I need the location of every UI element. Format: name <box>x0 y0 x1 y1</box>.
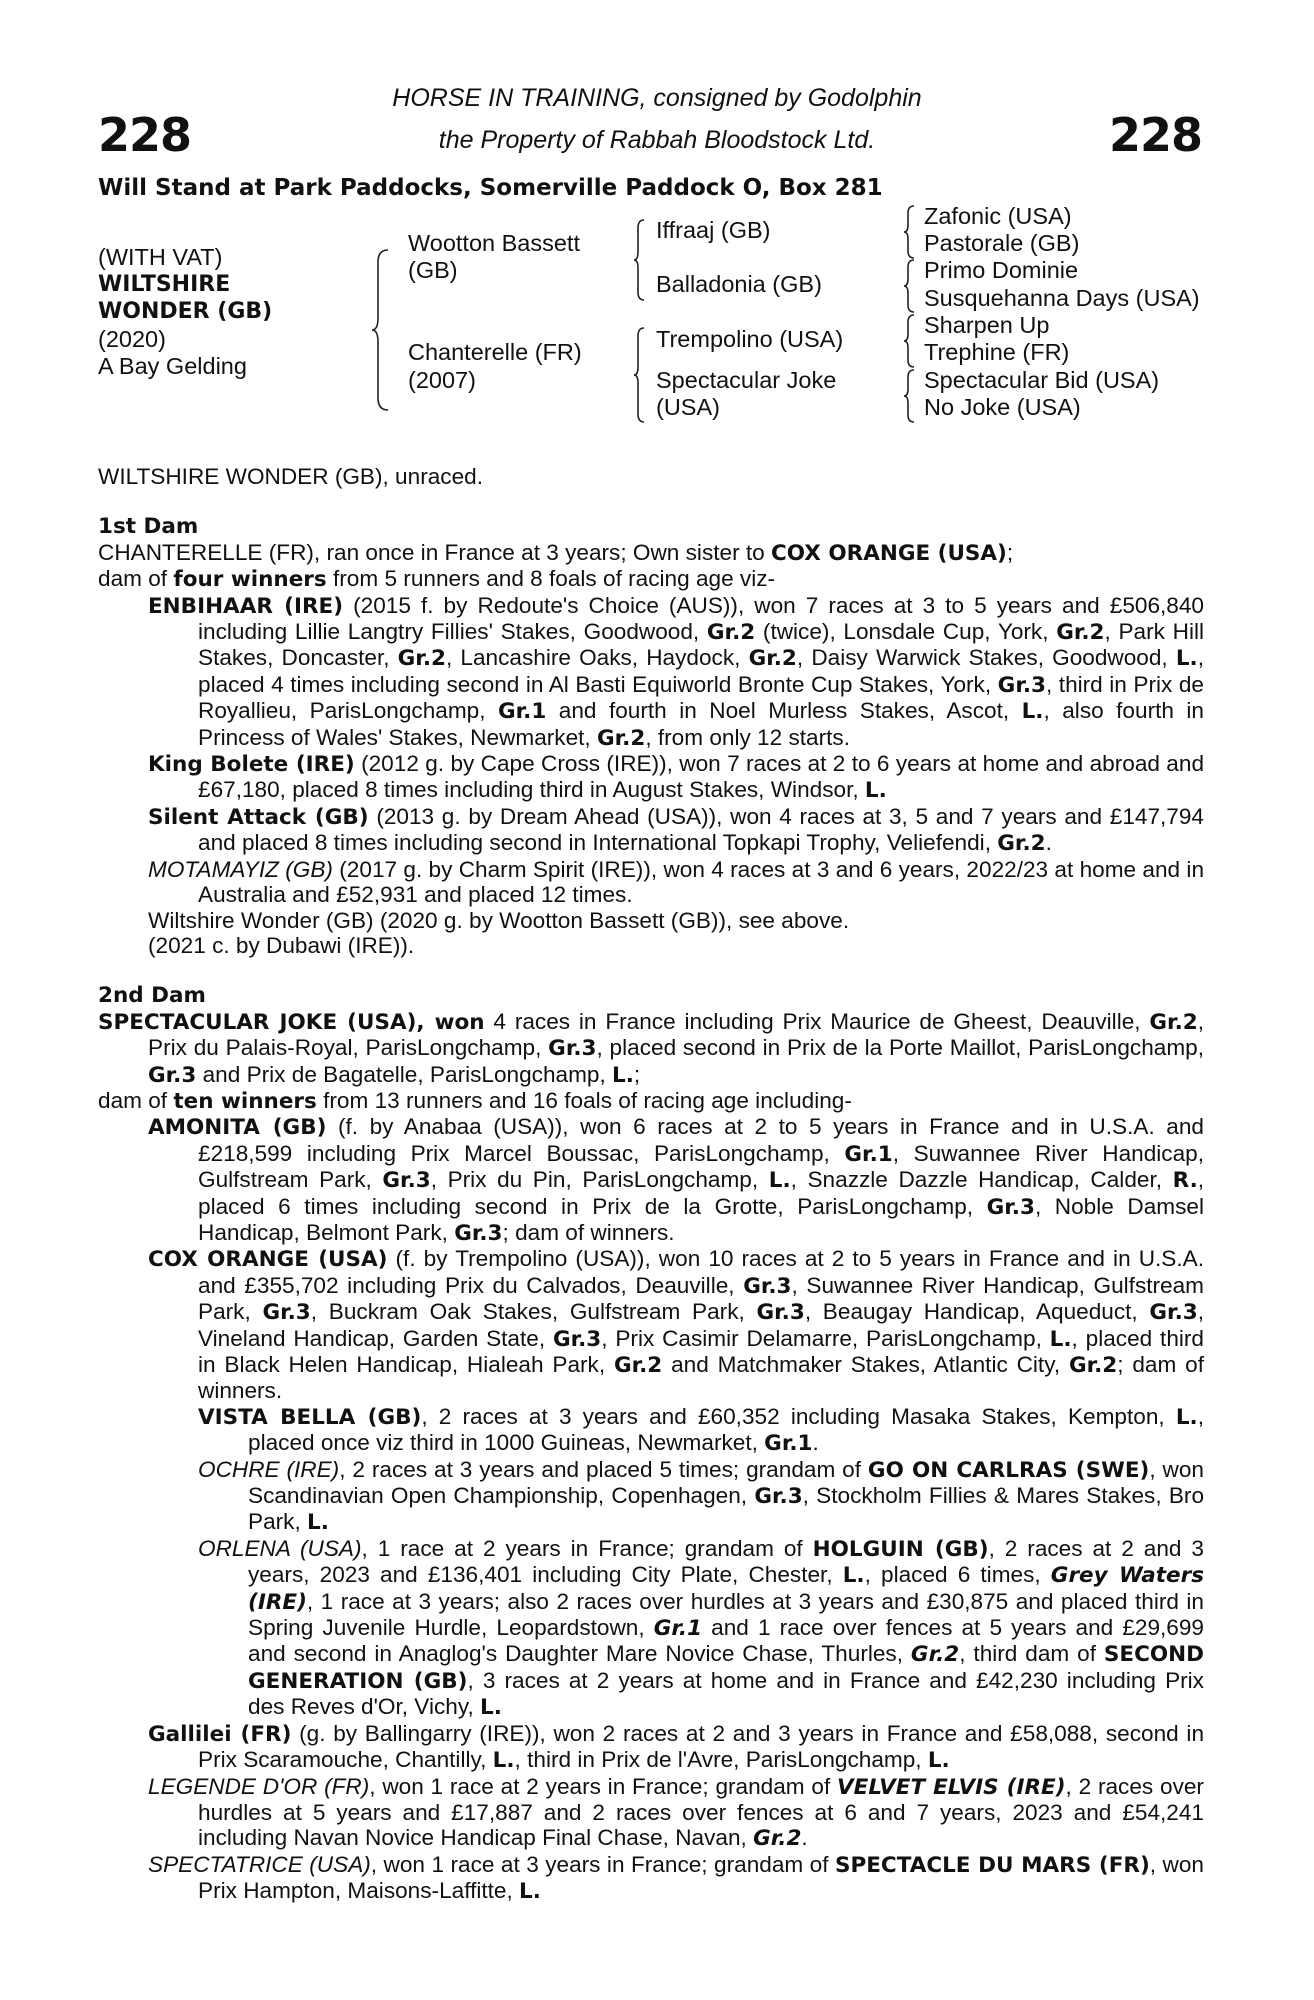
produce-gallilei <box>98 1721 1204 1774</box>
horse-name: Grey Waters (IRE) <box>248 1563 1204 1615</box>
produce-2021-colt: (2021 c. by Dubawi (IRE)). <box>148 932 415 958</box>
text: , Snazzle Dazzle Handicap, Calder, <box>790 1167 1173 1193</box>
grade: L. <box>927 1748 950 1774</box>
text: , Park Hill Stakes, Doncaster, <box>198 619 1204 671</box>
horse-name: ORLENA (USA) <box>198 1535 362 1561</box>
grade: Gr.3 <box>382 1168 431 1194</box>
dam-sire-sire: Sharpen Up <box>924 312 1050 338</box>
grade: L. <box>1049 1326 1072 1352</box>
second-dam-intro <box>98 1009 1204 1088</box>
text: , placed 6 times, <box>864 1562 1051 1588</box>
pedigree-brace-iffraaj <box>902 204 918 260</box>
dam-dam-line2: (USA) <box>656 394 720 420</box>
sire-dam-sire: Primo Dominie <box>924 257 1079 283</box>
grade: Gr.2 <box>1068 1353 1118 1378</box>
text: dam of <box>98 1087 174 1113</box>
grade: L. <box>1175 1404 1198 1430</box>
text: , third in Prix de Royallieu, ParisLongchamp, <box>198 671 1204 724</box>
produce-silent-attack <box>98 804 1204 857</box>
pedigree-brace-trempolino <box>902 313 918 369</box>
second-dam-produce-summary <box>98 1088 1204 1114</box>
grade: L. <box>1175 646 1198 672</box>
text: , 2 races at 2 and 3 years, 2023 and £136,401 including City Plate, Chester, <box>248 1535 1204 1588</box>
dam-line2: (2007) <box>408 367 476 393</box>
grade: L. <box>480 1695 502 1721</box>
first-dam-heading: 1st Dam <box>98 514 199 540</box>
text: , won 1 race at 2 years in France; grandam of <box>369 1773 838 1799</box>
second-dam-heading: 2nd Dam <box>98 983 206 1009</box>
horse-name: COX ORANGE (USA) <box>148 1247 388 1273</box>
grade: Gr.3 <box>262 1300 311 1326</box>
grade: Gr.1 <box>653 1616 703 1642</box>
text: 4 races in France including Prix Maurice de Gheest, Deauville, <box>484 1008 1150 1034</box>
text: , 2 races at 3 years and £60,352 including Masaka Stakes, Kempton, <box>421 1403 1176 1429</box>
pedigree-brace-main <box>370 248 394 412</box>
text: and Prix de Bagatelle, ParisLongchamp, <box>196 1061 613 1087</box>
text: , placed second in Prix de la Porte Maillot, ParisLongchamp, <box>596 1035 1204 1061</box>
text: , Suwannee River Handicap, Gulfstream Park, <box>198 1272 1204 1325</box>
sire-dam-dam: Susquehanna Days (USA) <box>924 285 1200 311</box>
text: (g. by Ballingarry (IRE)), won 2 races at 2 and 3 years in France and £58,088, second in Prix Scaramouche, Chantilly, <box>198 1720 1205 1773</box>
text: ; dam of winners. <box>502 1219 675 1245</box>
grade: L. <box>864 778 887 804</box>
text: , placed 6 times including second in Prix de la Grotte, ParisLongchamp, <box>198 1167 1205 1219</box>
sire-sire-dam: Pastorale (GB) <box>924 230 1080 256</box>
grade: Gr.2 <box>910 1642 960 1668</box>
horse-name: ENBIHAAR (IRE) <box>148 593 344 619</box>
text: . <box>1045 830 1052 856</box>
horse-name: SPECTACULAR JOKE (USA) <box>98 1009 417 1035</box>
produce-king-bolete <box>98 751 1204 804</box>
lot-number-right: 228 <box>1108 108 1202 162</box>
text: , 2 races at 3 years and placed 5 times; grandam of <box>339 1456 868 1482</box>
produce-orlena <box>98 1536 1204 1721</box>
text: , won 1 race at 3 years in France; grandam of <box>370 1851 835 1877</box>
winners-count: ten winners <box>173 1088 317 1114</box>
text: , Lancashire Oaks, Haydock, <box>445 645 749 671</box>
text: from 5 runners and 8 foals of racing age viz- <box>326 566 776 592</box>
produce-wiltshire-wonder: Wiltshire Wonder (GB) (2020 g. by Wootton Bassett (GB)), see above. <box>148 907 850 933</box>
vat-label: (WITH VAT) <box>98 244 223 270</box>
pedigree-brace-balladonia <box>902 258 918 314</box>
text: , Vineland Handicap, Garden State, <box>198 1299 1204 1351</box>
grade: Gr.2 <box>613 1353 663 1378</box>
text: (2017 g. by Charm Spirit (IRE)), won 4 races at 3 and 6 years, 2022/23 at home and in Australia and £52,931 and placed 12 times. <box>198 856 1205 908</box>
dam-dam-line1: Spectacular Joke <box>656 367 837 393</box>
grade: Gr.3 <box>454 1220 503 1246</box>
sire-line1: Wootton Bassett <box>408 230 580 256</box>
horse-name: SPECTACLE DU MARS (FR) <box>834 1852 1150 1878</box>
grade: L. <box>768 1168 791 1194</box>
grade: Gr.2 <box>597 725 646 751</box>
horse-name: VELVET ELVIS (IRE) <box>837 1774 1066 1800</box>
pedigree-brace-spectacular-joke <box>902 368 918 424</box>
horse-name: HOLGUIN (GB) <box>812 1536 989 1562</box>
produce-motamayiz <box>98 857 1204 908</box>
horse-name: SPECTATRICE (USA) <box>148 1851 371 1877</box>
text: , placed 4 times including second in Al Basti Equiworld Bronte Cup Stakes, York, <box>198 645 1204 697</box>
text: , Buckram Oak Stakes, Gulfstream Park, <box>310 1299 757 1325</box>
text: , won Scandinavian Open Championship, Copenhagen, <box>248 1456 1204 1509</box>
first-dam-intro <box>98 540 1204 566</box>
text: ; dam of winners. <box>198 1352 1204 1404</box>
sire-dam: Balladonia (GB) <box>656 271 822 297</box>
text: , Beaugay Handicap, Aqueduct, <box>804 1299 1150 1325</box>
produce-amonita <box>98 1114 1204 1246</box>
text: , Noble Damsel Handicap, Belmont Park, <box>198 1193 1204 1245</box>
text: CHANTERELLE (FR), ran once in France at 3 years; Own sister to <box>98 539 772 565</box>
produce-cox-orange <box>98 1246 1204 1403</box>
horse-name: King Bolete (IRE) <box>148 752 355 778</box>
dam-line1: Chanterelle (FR) <box>408 339 582 365</box>
stand-location: Will Stand at Park Paddocks, Somerville Paddock O, Box 281 <box>98 175 883 201</box>
text: , also fourth in Princess of Wales' Stakes, Newmarket, <box>198 698 1204 750</box>
pedigree-brace-dam <box>632 326 648 424</box>
text: , third dam of <box>959 1641 1104 1667</box>
text: , placed third in Black Helen Handicap, Hialeah Park, <box>198 1325 1204 1377</box>
grade: R. <box>1172 1168 1198 1194</box>
property-line: the Property of Rabbah Bloodstock Ltd. <box>438 126 876 154</box>
dam-sire-dam: Trephine (FR) <box>924 339 1070 365</box>
text: (f. by Trempolino (USA)), won 10 races at 2 to 5 years in France and in U.S.A. and £355,702 including Prix du Calvados, Deauville, <box>198 1246 1204 1298</box>
grade: Gr.2 <box>1149 1009 1198 1035</box>
grade: Gr.2 <box>748 646 797 672</box>
grade: Gr.3 <box>743 1273 792 1299</box>
text: , won Prix Hampton, Maisons-Laffitte, <box>198 1851 1204 1904</box>
text: , from only 12 starts. <box>645 724 850 750</box>
horse-name: VISTA BELLA (GB) <box>198 1404 422 1430</box>
text: and Matchmaker Stakes, Atlantic City, <box>662 1352 1069 1377</box>
text: , placed once viz third in 1000 Guineas, Newmarket, <box>248 1403 1205 1456</box>
horse-name: LEGENDE D'OR (FR) <box>148 1773 370 1799</box>
grade: Gr.2 <box>397 646 446 672</box>
text: , third in Prix de l'Avre, ParisLongchamp, <box>514 1747 928 1773</box>
text: from 13 runners and 16 foals of racing age including- <box>316 1087 852 1113</box>
text: , 1 race at 3 years; also 2 races over hurdles at 3 years and £30,875 and placed third in Spring Juvenile Hurdle, Leopardstown, <box>248 1588 1204 1641</box>
grade: Gr.3 <box>986 1194 1035 1220</box>
produce-enbihaar <box>98 593 1204 751</box>
grade: Gr.3 <box>552 1326 602 1352</box>
text: (2012 g. by Cape Cross (IRE)), won 7 races at 2 to 6 years at home and abroad and £67,180, placed 8 times including third in August Stakes, Windsor, <box>198 751 1205 803</box>
grade: Gr.2 <box>1056 620 1105 646</box>
text: , 3 races at 2 years at home and in France and £42,230 including Prix des Reves d'Or, Vichy, <box>248 1667 1204 1720</box>
grade: L. <box>492 1748 515 1774</box>
dam-dam-sire: Spectacular Bid (USA) <box>924 367 1160 393</box>
text: ; <box>633 1061 641 1087</box>
consignment-line: HORSE IN TRAINING, consigned by Godolphin <box>392 84 922 112</box>
text: dam of <box>98 566 174 592</box>
grade: Gr.2 <box>706 620 756 646</box>
text: . <box>801 1825 808 1851</box>
grade: Gr.3 <box>997 672 1046 698</box>
text: . <box>812 1430 819 1456</box>
text: , Suwannee River Handicap, Gulfstream Park, <box>198 1140 1204 1193</box>
grade: Gr.1 <box>498 699 547 725</box>
produce-ochre <box>98 1457 1204 1536</box>
dam-sire: Trempolino (USA) <box>656 326 844 352</box>
text: , 1 race at 2 years in France; grandam of <box>361 1535 813 1561</box>
horse-name: Gallilei (FR) <box>148 1721 292 1747</box>
text: (twice), Lonsdale Cup, York, <box>755 619 1057 645</box>
horse-name: OCHRE (IRE) <box>198 1456 340 1482</box>
produce-spectatrice <box>98 1852 1204 1905</box>
winners-count: four winners <box>173 567 327 593</box>
won-label: , won <box>416 1009 485 1035</box>
grade: L. <box>307 1510 329 1536</box>
text: and 1 race over fences at 5 years and £29,699 and second in Anaglog's Daughter Mare Novice Chase, Thurles, <box>248 1615 1204 1667</box>
text: (f. by Anabaa (USA)), won 6 races at 2 to 5 years in France and in U.S.A. and £218,599 including Prix Marcel Boussac, ParisLongchamp, <box>198 1114 1204 1166</box>
sire-sire-sire: Zafonic (USA) <box>924 203 1072 229</box>
grade: Gr.1 <box>764 1431 813 1457</box>
text: ; <box>1006 539 1014 565</box>
catalogue-body <box>98 464 1204 1905</box>
sibling-name: COX ORANGE (USA) <box>771 540 1007 566</box>
sire-line2: (GB) <box>408 257 458 283</box>
grade: L. <box>519 1879 541 1905</box>
grade: L. <box>842 1563 865 1589</box>
produce-vista-bella <box>98 1404 1204 1457</box>
horse-name-line2: WONDER (GB) <box>98 299 273 324</box>
grade: Gr.3 <box>756 1300 805 1326</box>
grade: Gr.1 <box>844 1141 893 1167</box>
text: , Prix Casimir Delamarre, ParisLongchamp, <box>601 1325 1050 1351</box>
text: , Prix du Palais-Royal, ParisLongchamp, <box>148 1008 1204 1061</box>
produce-legende-dor <box>98 1774 1204 1852</box>
lot-number-left: 228 <box>98 108 192 162</box>
grade: L. <box>1021 699 1044 725</box>
grade: L. <box>612 1062 634 1088</box>
foaling-year: (2020) <box>98 326 166 352</box>
first-dam-produce-summary <box>98 566 1204 592</box>
horse-name-line1: WILTSHIRE <box>98 272 231 297</box>
grade: Gr.2 <box>997 831 1046 857</box>
text: , Daisy Warwick Stakes, Goodwood, <box>796 645 1176 671</box>
horse-name: SECOND GENERATION (GB) <box>248 1642 1204 1694</box>
horse-name: MOTAMAYIZ (GB) <box>148 856 333 882</box>
text: (2015 f. by Redoute's Choice (AUS)), won 7 races at 3 to 5 years and £506,840 including Lillie Langtry Fillies' Stakes, Goodwood, <box>198 592 1204 645</box>
text: , Prix du Pin, ParisLongchamp, <box>430 1167 769 1193</box>
grade: Gr.2 <box>753 1826 802 1852</box>
dam-dam-dam: No Joke (USA) <box>924 394 1081 420</box>
race-record: WILTSHIRE WONDER (GB), unraced. <box>98 464 483 489</box>
text: and fourth in Noel Murless Stakes, Ascot, <box>546 698 1022 724</box>
grade: Gr.3 <box>548 1036 597 1062</box>
text: , 2 races over hurdles at 5 years and £17,887 and 2 races over fences at 6 and 7 years, 2023 and £54,241 including Navan Novice Handicap Final Chase, Navan, <box>198 1773 1204 1851</box>
text: , Stockholm Fillies & Mares Stakes, Bro Park, <box>248 1483 1205 1535</box>
grade: Gr.3 <box>148 1062 197 1088</box>
text: (2013 g. by Dream Ahead (USA)), won 4 races at 3, 5 and 7 years and £147,794 and placed 8 times including second in International Topkapi Trophy, Veliefendi, <box>198 803 1204 856</box>
horse-name: GO ON CARLRAS (SWE) <box>867 1457 1150 1483</box>
horse-description: A Bay Gelding <box>98 353 247 379</box>
pedigree-brace-sire <box>632 218 648 302</box>
grade: Gr.3 <box>754 1484 803 1510</box>
grade: Gr.3 <box>1149 1300 1198 1326</box>
horse-name: AMONITA (GB) <box>148 1115 327 1141</box>
horse-name: Silent Attack (GB) <box>148 804 369 830</box>
sire-sire: Iffraaj (GB) <box>656 217 771 243</box>
